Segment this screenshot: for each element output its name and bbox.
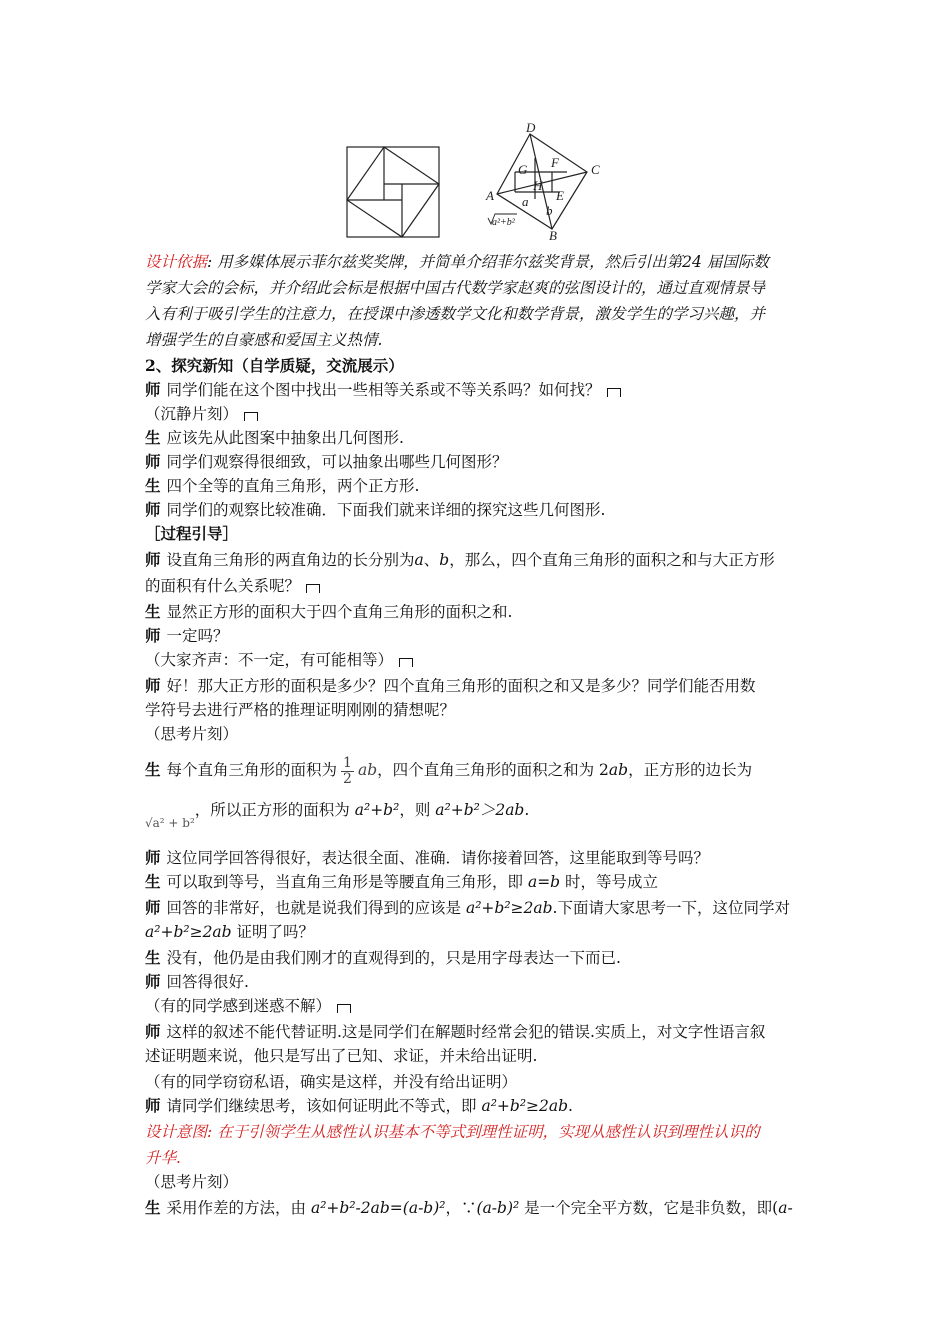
figures [342,122,612,242]
line-4: 增强学生的自豪感和爱国主义热情. [145,331,383,349]
line-30: 师 这样的叙述不能代替证明.这是同学们在解题时经常会犯的错误.实质上，对文字性语言叙 [145,1022,766,1041]
line-31: 述证明题来说，他只是写出了已知、求证，并未给出证明. [145,1047,538,1065]
speaker-teacher: 师 [145,500,161,519]
speech-mark-icon [306,584,320,593]
process-guide-heading: ［过程引导］ [145,524,239,543]
speaker-student: 生 [145,760,161,779]
speaker-teacher: 师 [145,1096,161,1115]
label-sqrt: a²+b² [492,217,515,228]
speaker-student: 生 [145,1198,161,1217]
line-13: 师 设直角三角形的两直角边的长分别为a、b，那么，四个直角三角形的面积之和与大正方形 [145,550,775,569]
line-33: 师 请同学们继续思考，该如何证明此不等式，即 a²+b²≥2ab. [145,1096,573,1115]
chord-diagram-square [347,147,439,237]
line-19: 学符号去进行严格的推理证明刚刚的猜想呢？ [145,701,456,719]
design-basis-label: 设计依据 [145,253,208,271]
line-22: √a² + b²，所以正方形的面积为 a²+b²，则 a²+b²＞2ab. [145,798,529,835]
line-34: 设计意图: 在于引领学生从感性认识基本不等式到理性证明，实现从感性认识到理性认识的 [145,1123,760,1141]
line-23: 师 这位同学回答得很好，表达很全面、准确．请你接着回答，这里能取到等号吗？ [145,848,710,867]
speaker-teacher: 师 [145,1022,161,1041]
label-D: D [526,122,536,135]
line-18: 师 好！那大正方形的面积是多少？四个直角三角形的面积之和又是多少？同学们能否用数 [145,676,756,695]
speaker-student: 生 [145,476,161,495]
speaker-teacher: 师 [145,452,161,471]
speaker-student: 生 [145,948,161,967]
line-20: （思考片刻） [145,725,239,743]
line-2: 学家大会的会标，并介绍此会标是根据中国古代数学家赵爽的弦图设计的，通过直观情景导 [145,279,766,297]
line-37: 生 采用作差的方法，由 a²+b²-2ab=(a-b)²，∵(a-b)² 是一个完全平方数，它是非负数，即(a- [145,1198,793,1217]
speech-mark-icon [337,1004,351,1013]
line-32: （有的同学窃窃私语，确实是这样，并没有给出证明） [145,1073,518,1091]
line-6: 师 同学们能在这个图中找出一些相等关系或不等关系吗？如何找？ [145,378,621,402]
line-28: 师 回答得很好. [145,972,249,991]
line-3: 入有利于吸引学生的注意力，在授课中渗透数学文化和数学背景，激发学生的学习兴趣，并 [145,305,766,323]
speaker-student: 生 [145,428,161,447]
line-35: 升华. [145,1149,181,1167]
speech-mark-icon [399,658,413,667]
line-15: 生 显然正方形的面积大于四个直角三角形的面积之和. [145,602,513,621]
label-A: A [486,188,494,203]
speaker-teacher: 师 [145,380,161,399]
line-36: （思考片刻） [145,1173,239,1191]
line-7: （沉静片刻） [145,402,258,426]
speaker-teacher: 师 [145,898,161,917]
line-9: 师 同学们观察得很细致，可以抽象出哪些几何图形？ [145,452,508,471]
line-11: 师 同学们的观察比较准确．下面我们就来详细的探究这些几何图形. [145,500,606,519]
label-E: E [556,188,564,203]
line-14: 的面积有什么关系呢？ [145,574,320,598]
label-B: B [549,228,557,242]
line-25: 师 回答的非常好，也就是说我们得到的应该是 a²+b²≥2ab.下面请大家思考一下，这位同学对 [145,898,790,917]
label-b: b [546,203,553,218]
label-H: H [533,178,543,193]
label-a: a [522,194,529,209]
speech-mark-icon [244,412,258,421]
design-intent-label: 设计意图 [145,1123,208,1141]
line-16: 师 一定吗？ [145,626,229,645]
speaker-student: 生 [145,602,161,621]
line-8: 生 应该先从此图案中抽象出几何图形. [145,428,404,447]
label-F: F [551,155,559,170]
sqrt-expression: √a² + b² [145,816,195,830]
label-C: C [591,162,600,177]
line-1: 设计依据: 用多媒体展示菲尔兹奖奖牌，并简单介绍菲尔兹奖背景，然后引出第24 届国际数 [145,253,769,271]
section-heading: 2、探究新知（自学质疑，交流展示） [145,356,404,375]
line-26: a²+b²≥2ab 证明了吗？ [145,923,315,941]
chord-diagram-svg [342,122,612,242]
speaker-teacher: 师 [145,676,161,695]
line-21: 生 每个直角三角形的面积为 $\frac{1}{2}$ ab，四个直角三角形的面积之和为 2ab，正方形的边长为 [145,754,753,787]
line-27: 生 没有，他仍是由我们刚才的直观得到的，只是用字母表达一下而已. [145,948,621,967]
line-10: 生 四个全等的直角三角形，两个正方形. [145,476,420,495]
speaker-teacher: 师 [145,550,161,569]
label-G: G [518,162,528,177]
speech-mark-icon [607,388,621,397]
line-24: 生 可以取到等号，当直角三角形是等腰直角三角形，即 a=b 时，等号成立 [145,872,659,891]
speaker-teacher: 师 [145,848,161,867]
line-17: （大家齐声：不一定，有可能相等） [145,648,413,672]
fraction-half: $\frac{1}{2}$ [343,754,352,787]
speaker-teacher: 师 [145,972,161,991]
speaker-teacher: 师 [145,626,161,645]
line-29: （有的同学感到迷惑不解） [145,994,351,1018]
speaker-student: 生 [145,872,161,891]
